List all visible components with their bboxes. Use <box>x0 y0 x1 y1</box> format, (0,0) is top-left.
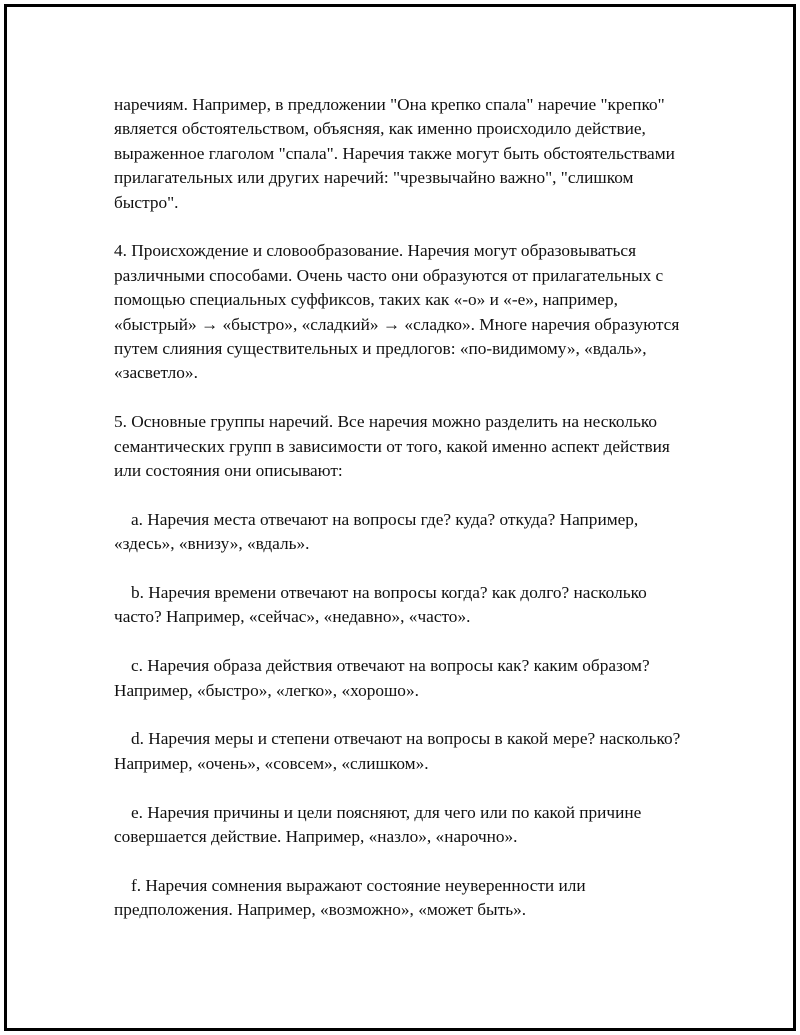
list-item-cause-purpose: e. Наречия причины и цели поясняют, для чего или по какой причине совершается действие. Например, «назло», «нарочно». <box>114 802 642 847</box>
list-item-doubt: f. Наречия сомнения выражают состояние неуверенности или предположения. Например, «возможно», «может быть». <box>114 875 586 920</box>
list-item-manner: c. Наречия образа действия отвечают на вопросы как? каким образом? Например, «быстро», «легко», «хорошо». <box>114 656 650 700</box>
list-item-place: a. Наречия места отвечают на вопросы где? куда? откуда? Например, «здесь», «внизу», «вдаль». <box>114 509 639 554</box>
paragraph-origin-word-formation: 4. Происхождение и словообразование. Наречия могут образовываться различными способами. Очень часто они образуются от прилагательных с помощью специальных суффиксов, таких как «-о» и «-е», например, «быстрый» → «быстро», «сладкий» → «сладко». Многе наречия образуются путем слияния существительных и предлогов: «по-видимому», «вдаль», «засветло». <box>114 241 680 383</box>
paragraph-adverb-groups: 5. Основные группы наречий. Все наречия можно разделить на несколько семантических групп в зависимости от того, какой именно аспект действия или состояния они описывают: <box>114 412 670 481</box>
document-body <box>114 93 694 923</box>
list-item-degree: d. Наречия меры и степени отвечают на вопросы в какой мере? насколько? Например, «очень», «совсем», «слишком». <box>114 729 681 773</box>
paragraph-adverb-as-circumstance: наречиям. Например, в предложении "Она крепко спала" наречие "крепко" является обстоятельством, объясняя, как именно происходило действие, выраженное глаголом "спала". Наречия также могут быть обстоятельствами прилагательных или других наречий: "чрезвычайно важно", "слишком быстро". <box>114 95 675 212</box>
list-item-time: b. Наречия времени отвечают на вопросы когда? как долго? насколько часто? Например, «сейчас», «недавно», «часто». <box>114 583 647 627</box>
